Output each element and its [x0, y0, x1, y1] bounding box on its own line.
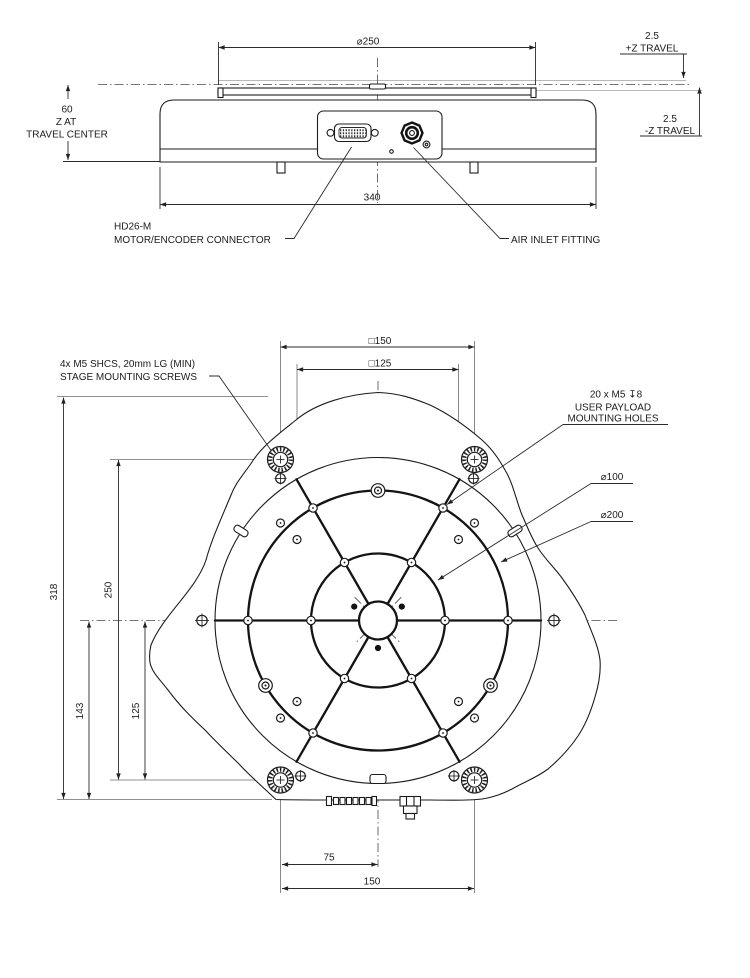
vent-hole [390, 150, 394, 154]
dim-height-60 [16, 85, 160, 162]
drive-pin-hole [399, 604, 405, 610]
payload-callout-line2: USER PAYLOAD [574, 402, 652, 414]
dim-square-125 [297, 359, 459, 370]
dim-text-250: 250 [103, 581, 115, 599]
dim-250 [104, 460, 119, 780]
small-port [423, 141, 430, 148]
dim-125 [131, 622, 145, 780]
screws-callout-line2: STAGE MOUNTING SCREWS [60, 372, 198, 383]
connector-callout-line1: HD26-M [114, 221, 152, 233]
plate-center-tab [370, 84, 386, 89]
shcs-screw [462, 447, 488, 473]
dim-width-340 [160, 167, 596, 209]
foot-right [470, 162, 478, 173]
dim-text-travel-center: TRAVEL CENTER [26, 129, 108, 141]
dim-text-340: 340 [363, 192, 381, 204]
dim-143 [75, 622, 89, 800]
minus-z-value: 2.5 [663, 114, 677, 125]
dim-318 [49, 398, 64, 800]
stage-screws-callout [60, 359, 272, 451]
dim-75 [282, 853, 378, 865]
dim-text-318: 318 [49, 583, 60, 601]
side-elevation-view [16, 31, 702, 246]
minus-z-label: -Z TRAVEL [644, 126, 696, 137]
plan-view [49, 336, 668, 893]
rotary-top-plate [218, 84, 536, 98]
bottom-connector-row [327, 797, 377, 806]
dim-diameter-250 [219, 37, 536, 86]
drive-pin-hole [375, 645, 381, 651]
minus-z-travel-callout [640, 88, 702, 138]
shcs-screw [462, 767, 488, 793]
drive-pin-hole [351, 604, 357, 610]
dim-text-sq125: □125 [368, 358, 392, 370]
plus-z-value: 2.5 [645, 31, 659, 42]
table-bottom-tab [370, 775, 386, 784]
plus-z-travel-callout [620, 31, 687, 78]
shcs-screw [268, 767, 294, 793]
dim-150 [282, 877, 474, 889]
dim-text-dia100: ⌀100 [600, 472, 624, 483]
foot-left [277, 162, 285, 173]
hd26-connector [327, 124, 378, 142]
dim-text-sq150: □150 [368, 336, 392, 347]
air-callout-text: AIR INLET FITTING [511, 235, 601, 246]
screws-callout-line1: 4x M5 SHCS, 20mm LG (MIN) [60, 359, 196, 370]
payload-callout-line3: MOUNTING HOLES [567, 413, 659, 425]
dim-text-dia200: ⌀200 [600, 510, 624, 521]
plus-z-label: +Z TRAVEL [625, 43, 679, 55]
dim-text-150: 150 [363, 876, 381, 888]
dim-text-z-at: Z AT [55, 117, 77, 128]
dim-text-143: 143 [75, 702, 86, 720]
stage-body [160, 100, 596, 173]
dim-square-150 [281, 336, 475, 347]
dim-text-60: 60 [61, 104, 73, 116]
dim-text-dia250: ⌀250 [356, 36, 380, 48]
payload-callout-line1: 20 x M5 ↧8 [589, 389, 643, 401]
dim-text-75: 75 [323, 852, 335, 864]
dim-text-125: 125 [131, 702, 142, 720]
connector-callout-line2: MOTOR/ENCODER CONNECTOR [114, 235, 271, 246]
screws-leader-line [209, 376, 272, 451]
bottom-air-fitting [400, 797, 421, 820]
